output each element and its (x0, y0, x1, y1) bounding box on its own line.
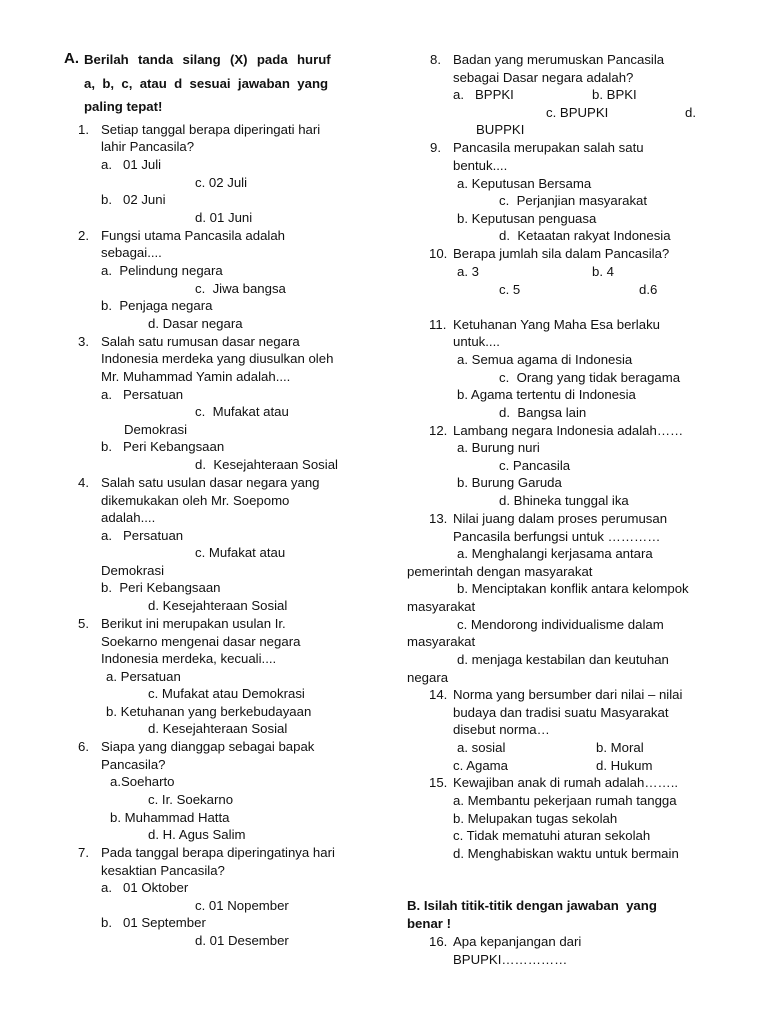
question-text: Lambang negara Indonesia adalah…… (453, 423, 684, 438)
question-number: 9. (430, 140, 441, 155)
option-b-continued: masyarakat (407, 599, 476, 614)
option-d[interactable]: d. Bhineka tunggal ika (499, 493, 629, 508)
answer-blank[interactable]: BPUPKI…………… (453, 952, 568, 967)
option-b[interactable]: b. Moral (596, 740, 644, 755)
option-d[interactable]: d. (685, 105, 696, 120)
question-text: Nilai juang dalam proses perumusan (453, 511, 668, 526)
option-a[interactable]: a. BPPKI (453, 87, 514, 102)
option-a[interactable]: a. Menghalangi kerjasama antara (457, 546, 653, 561)
question-number: 3. (78, 334, 89, 349)
question-number: 12. (429, 423, 448, 438)
question-text: Siapa yang dianggap sebagai bapak (101, 739, 315, 754)
question-text: Salah satu usulan dasar negara yang (101, 475, 320, 490)
option-a[interactable]: a. 01 Oktober (101, 880, 189, 895)
question-text: Norma yang bersumber dari nilai – nilai (453, 687, 683, 702)
question-text: Ketuhanan Yang Maha Esa berlaku (453, 317, 661, 332)
question-text: Fungsi utama Pancasila adalah (101, 228, 286, 243)
option-b[interactable]: b. Ketuhanan yang berkebudayaan (106, 704, 312, 719)
option-b[interactable]: b. 01 September (101, 915, 206, 930)
question-number: 13. (429, 511, 448, 526)
option-a[interactable]: a. Keputusan Bersama (457, 176, 592, 191)
option-a[interactable]: a. 01 Juli (101, 157, 162, 172)
question-text: sebagai Dasar negara adalah? (453, 70, 634, 85)
option-c[interactable]: c. 01 Nopember (195, 898, 289, 913)
option-c[interactable]: c. Mufakat atau (195, 404, 289, 419)
option-b[interactable]: b. Keputusan penguasa (457, 211, 597, 226)
option-b[interactable]: b. Peri Kebangsaan (101, 580, 221, 595)
option-a[interactable]: a. 3 (457, 264, 479, 279)
option-c[interactable]: c. Agama (453, 758, 508, 773)
option-d[interactable]: d. 01 Juni (195, 210, 253, 225)
question-text: Pada tanggal berapa diperingatinya hari (101, 845, 335, 860)
option-c[interactable]: c. 02 Juli (195, 175, 248, 190)
option-d[interactable]: d. Menghabiskan waktu untuk bermain (453, 846, 679, 861)
option-d[interactable]: d. H. Agus Salim (148, 827, 246, 842)
option-a[interactable]: a.Soeharto (110, 774, 175, 789)
question-number: 2. (78, 228, 89, 243)
question-text: Soekarno mengenai dasar negara (101, 634, 301, 649)
option-b[interactable]: b. Penjaga negara (101, 298, 213, 313)
option-b[interactable]: b. 02 Juni (101, 192, 166, 207)
option-c-continued: masyarakat (407, 634, 476, 649)
option-a[interactable]: a. sosial (457, 740, 506, 755)
question-text: bentuk.... (453, 158, 508, 173)
question-number: 7. (78, 845, 89, 860)
question-text: dikemukakan oleh Mr. Soepomo (101, 493, 290, 508)
option-a[interactable]: a. Persatuan (106, 669, 181, 684)
option-c[interactable]: c. Mufakat atau (195, 545, 286, 560)
option-d[interactable]: d. Bangsa lain (499, 405, 587, 420)
section-a-line-1: Berilah tanda silang (X) pada huruf (84, 52, 331, 67)
section-a-letter: A. (64, 50, 79, 67)
option-b[interactable]: b. Agama tertentu di Indonesia (457, 387, 636, 402)
option-c-continued: Demokrasi (124, 422, 188, 437)
question-text: Mr. Muhammad Yamin adalah.... (101, 369, 291, 384)
option-c[interactable]: c. Pancasila (499, 458, 571, 473)
option-d-continued: negara (407, 670, 449, 685)
question-text: Pancasila berfungsi untuk ………… (453, 529, 661, 544)
question-number: 1. (78, 122, 89, 137)
question-number: 5. (78, 616, 89, 631)
question-text: Indonesia merdeka, kecuali.... (101, 651, 277, 666)
question-text: sebagai.... (101, 245, 162, 260)
question-text: Pancasila? (101, 757, 166, 772)
option-c[interactable]: c. Jiwa bangsa (195, 281, 286, 296)
option-c[interactable]: c. Ir. Soekarno (148, 792, 234, 807)
question-text: untuk.... (453, 334, 500, 349)
option-b[interactable]: b. BPKI (592, 87, 637, 102)
question-text: Indonesia merdeka yang diusulkan oleh (101, 351, 334, 366)
question-text: budaya dan tradisi suatu Masyarakat (453, 705, 669, 720)
option-c-continued: Demokrasi (101, 563, 165, 578)
question-text: Kewajiban anak di rumah adalah…….. (453, 775, 679, 790)
option-b[interactable]: b. Burung Garuda (457, 475, 562, 490)
option-a[interactable]: a. Burung nuri (457, 440, 540, 455)
option-a[interactable]: a. Pelindung negara (101, 263, 223, 278)
question-number: 8. (430, 52, 441, 67)
option-c[interactable]: c. 5 (499, 282, 521, 297)
question-number: 10. (429, 246, 448, 261)
question-text: Salah satu rumusan dasar negara (101, 334, 300, 349)
option-d[interactable]: d. Ketaatan rakyat Indonesia (499, 228, 671, 243)
option-d[interactable]: d. menjaga kestabilan dan keutuhan (457, 652, 669, 667)
question-number: 6. (78, 739, 89, 754)
option-d[interactable]: d. Kesejahteraan Sosial (195, 457, 338, 472)
question-text: lahir Pancasila? (101, 139, 195, 154)
section-b-line-2: benar ! (407, 916, 451, 931)
question-text: disebut norma… (453, 722, 550, 737)
question-number: 15. (429, 775, 448, 790)
option-c[interactable]: c. Orang yang tidak beragama (499, 370, 681, 385)
option-b[interactable]: b. Muhammad Hatta (110, 810, 230, 825)
option-d[interactable]: d. 01 Desember (195, 933, 289, 948)
option-d[interactable]: d. Kesejahteraan Sosial (148, 598, 288, 613)
question-number: 11. (429, 317, 447, 332)
option-a-continued: pemerintah dengan masyarakat (407, 564, 593, 579)
option-a[interactable]: a. Semua agama di Indonesia (457, 352, 633, 367)
option-c[interactable]: c. Perjanjian masyarakat (499, 193, 648, 208)
question-text: Badan yang merumuskan Pancasila (453, 52, 665, 67)
option-d[interactable]: d. Dasar negara (148, 316, 243, 331)
option-d-continued: BUPPKI (476, 122, 525, 137)
option-a[interactable]: a. Membantu pekerjaan rumah tangga (453, 793, 677, 808)
option-a[interactable]: a. Persatuan (101, 387, 184, 402)
option-c[interactable]: c. Mendorong individualisme dalam (457, 617, 664, 632)
option-a[interactable]: a. Persatuan (101, 528, 184, 543)
section-b-line-1: B. Isilah titik-titik dengan jawaban yang (407, 898, 657, 913)
option-b[interactable]: b. 4 (592, 264, 614, 279)
question-text: Setiap tanggal berapa diperingati hari (101, 122, 321, 137)
question-text: adalah.... (101, 510, 156, 525)
question-text: kesaktian Pancasila? (101, 863, 225, 878)
option-d[interactable]: d.6 (639, 282, 658, 297)
question-text: Berapa jumlah sila dalam Pancasila? (453, 246, 670, 261)
option-b[interactable]: b. Menciptakan konflik antara kelompok (457, 581, 689, 596)
section-a-line-3: paling tepat! (84, 99, 163, 114)
option-c[interactable]: c. BPUPKI (546, 105, 609, 120)
option-c[interactable]: c. Tidak mematuhi aturan sekolah (453, 828, 651, 843)
option-b[interactable]: b. Melupakan tugas sekolah (453, 811, 618, 826)
question-number: 4. (78, 475, 89, 490)
option-b[interactable]: b. Peri Kebangsaan (101, 439, 225, 454)
question-text: Apa kepanjangan dari (453, 934, 582, 949)
option-d[interactable]: d. Hukum (596, 758, 653, 773)
option-c[interactable]: c. Mufakat atau Demokrasi (148, 686, 305, 701)
section-a-line-2: a, b, c, atau d sesuai jawaban yang (84, 76, 329, 91)
question-text: Berikut ini merupakan usulan Ir. (101, 616, 286, 631)
question-number: 14. (429, 687, 448, 702)
question-number: 16. (429, 934, 448, 949)
option-d[interactable]: d. Kesejahteraan Sosial (148, 721, 288, 736)
question-text: Pancasila merupakan salah satu (453, 140, 644, 155)
